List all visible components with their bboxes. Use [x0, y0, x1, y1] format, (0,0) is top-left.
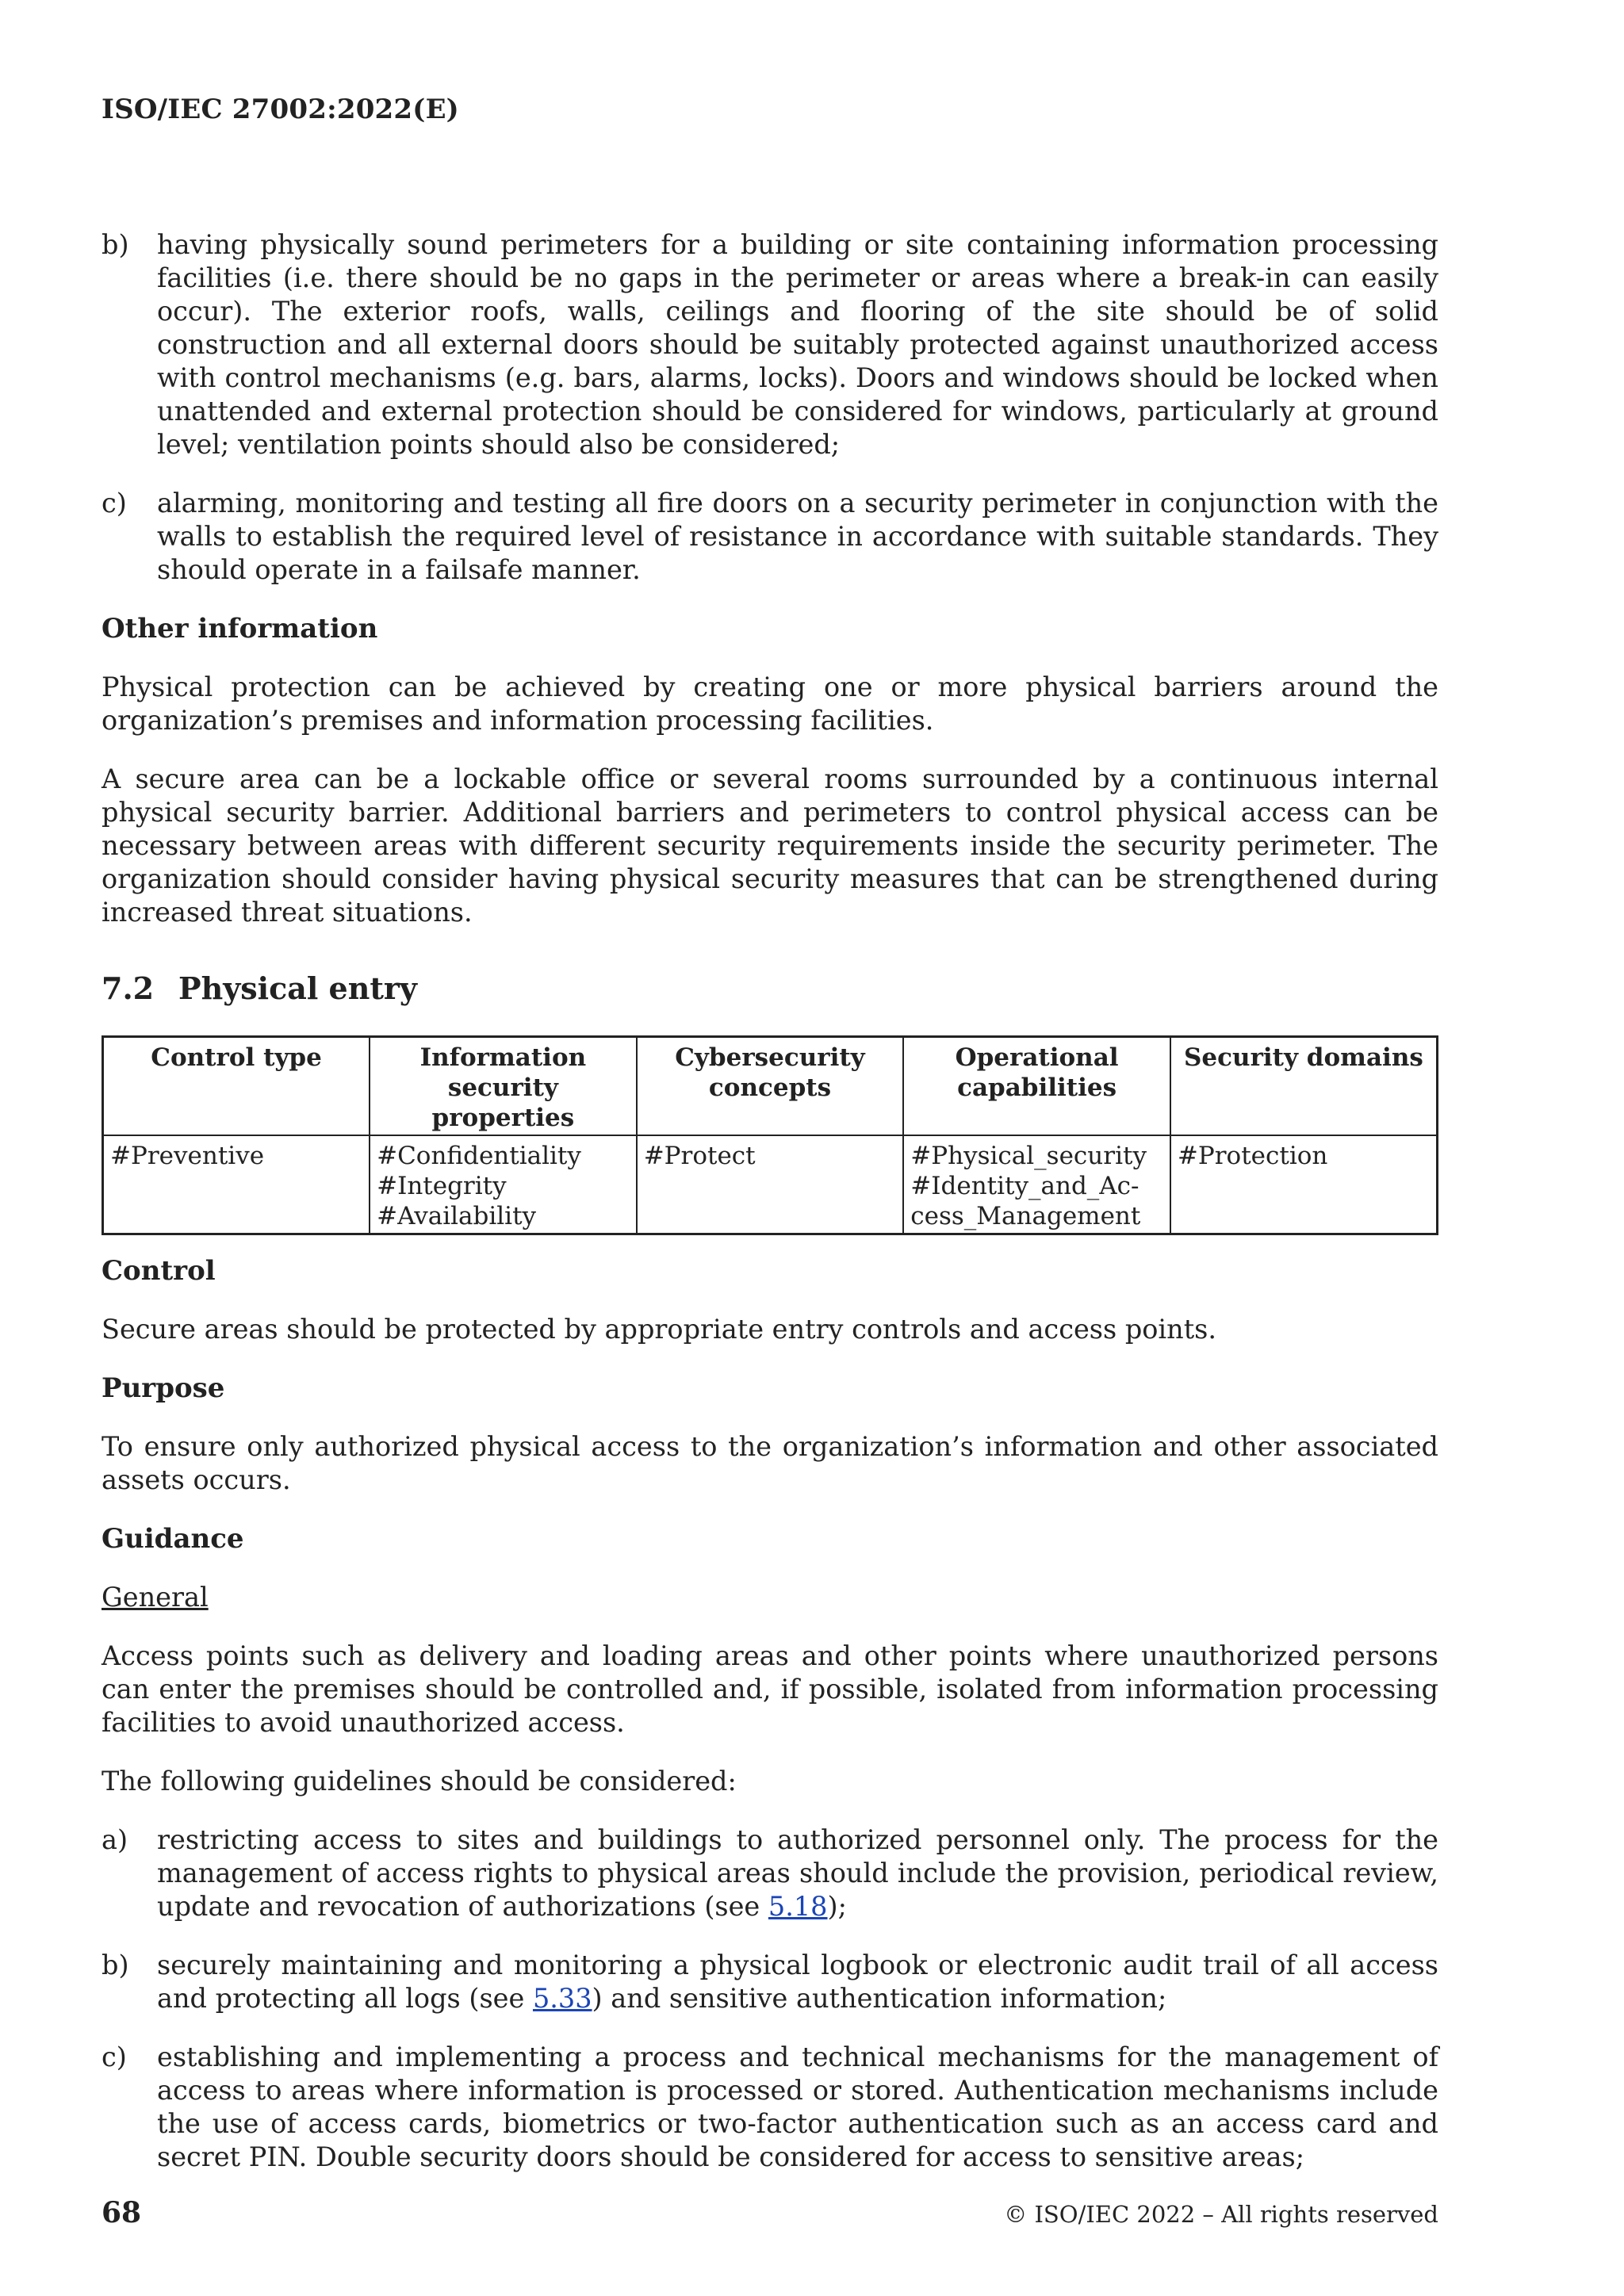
header-operational-capabilities: Operational capabilities [903, 1037, 1170, 1136]
guideline-item-a [102, 1823, 1438, 1923]
section-number: 7.2 [102, 970, 155, 1006]
reference-link-5-33[interactable]: 5.33 [532, 1983, 592, 2014]
attribute-table [102, 1035, 1438, 1235]
list-text: restricting access to sites and buildings to authorized personnel only. The process for the management of access rights to physical areas should include the provision, periodical review, update and revocation of authorizations (see 5.18); [157, 1824, 1438, 1922]
guidance-heading: Guidance [102, 1523, 244, 1555]
section-heading [102, 970, 1438, 1007]
reference-link-5-18[interactable]: 5.18 [768, 1891, 828, 1922]
cell-information-security-properties: #Confidentiality #Integrity #Availability [370, 1135, 637, 1234]
copyright-notice: © ISO/IEC 2022 – All rights reserved [1004, 2201, 1438, 2228]
guidance-subheading: General [102, 1582, 209, 1613]
header-information-security-properties: Information security properties [370, 1037, 637, 1136]
purpose-heading: Purpose [102, 1372, 225, 1404]
list-marker: c) [102, 488, 127, 519]
other-information-heading: Other information [102, 613, 378, 645]
list-text: establishing and implementing a process and technical mechanisms for the management of access to areas where information is processed or stored. Authentication mechanisms include the use of access cards, biometrics or two-factor authentication such as an access card and secret PIN. Double security doors should be considered for access to sensitive areas; [157, 2042, 1438, 2172]
other-information-paragraph: A secure area can be a lockable office or several rooms surrounded by a continuous internal physical security barrier. Additional barriers and perimeters to control physical access can be necessary between areas with different security requirements inside the security perimeter. The organization should consider having physical security measures that can be strengthened during increased threat situations. [102, 763, 1438, 928]
purpose-text: To ensure only authorized physical access to the organization’s information and other associated assets occurs. [102, 1431, 1438, 1495]
list-text: having physically sound perimeters for a building or site containing information processing facilities (i.e. there should be no gaps in the perimeter or areas where a break-in can easily occur). The exterior roofs, walls, ceilings and flooring of the site should be of solid construction and all external doors should be suitably protected against unauthorized access with control mechanisms (e.g. bars, alarms, locks). Doors and windows should be locked when unattended and external protection should be considered for windows, particularly at ground level; ventilation points should also be considered; [157, 229, 1438, 460]
cell-security-domains: #Protection [1170, 1135, 1438, 1234]
list-marker: c) [102, 2042, 127, 2072]
cell-control-type: #Preventive [103, 1135, 370, 1234]
page-header [102, 94, 1438, 125]
document-id: ISO/IEC 27002:2022(E) [102, 94, 459, 125]
section-title: Physical entry [178, 970, 417, 1006]
list-text: securely maintaining and monitoring a physical logbook or electronic audit trail of all access and protecting all logs (see 5.33) and sensitive authentication information; [157, 1950, 1438, 2014]
page-body [102, 228, 1438, 2199]
list-item-c [102, 487, 1438, 587]
guidance-intro: Access points such as delivery and loading areas and other points where unauthorized persons can enter the premises should be controlled and, if possible, isolated from information processing facilities to avoid unauthorized access. [102, 1640, 1438, 1738]
control-text: Secure areas should be protected by appropriate entry controls and access points. [102, 1314, 1217, 1345]
page-number: 68 [102, 2196, 142, 2229]
guidance-lead: The following guidelines should be considered: [102, 1766, 737, 1797]
list-text: alarming, monitoring and testing all fire doors on a security perimeter in conjunction with the walls to establish the required level of resistance in accordance with suitable standards. They should operate in a failsafe manner. [157, 488, 1438, 585]
header-control-type: Control type [103, 1037, 370, 1136]
header-cybersecurity-concepts: Cybersecurity concepts [637, 1037, 904, 1136]
guideline-item-c [102, 2041, 1438, 2174]
control-heading: Control [102, 1255, 216, 1287]
header-security-domains: Security domains [1170, 1037, 1438, 1136]
table-row [103, 1135, 1438, 1234]
cell-operational-capabilities: #Physical_security #Identity_and_Ac- cess_Management [903, 1135, 1170, 1234]
cell-cybersecurity-concepts: #Protect [637, 1135, 904, 1234]
list-marker: a) [102, 1824, 128, 1855]
page-footer [102, 2196, 1438, 2229]
list-marker: b) [102, 229, 129, 260]
list-marker: b) [102, 1950, 129, 1980]
list-item-b [102, 228, 1438, 461]
attribute-table-header-row [103, 1037, 1438, 1136]
guideline-item-b [102, 1949, 1438, 2015]
other-information-paragraph: Physical protection can be achieved by creating one or more physical barriers around the organization’s premises and information processing facilities. [102, 672, 1438, 736]
